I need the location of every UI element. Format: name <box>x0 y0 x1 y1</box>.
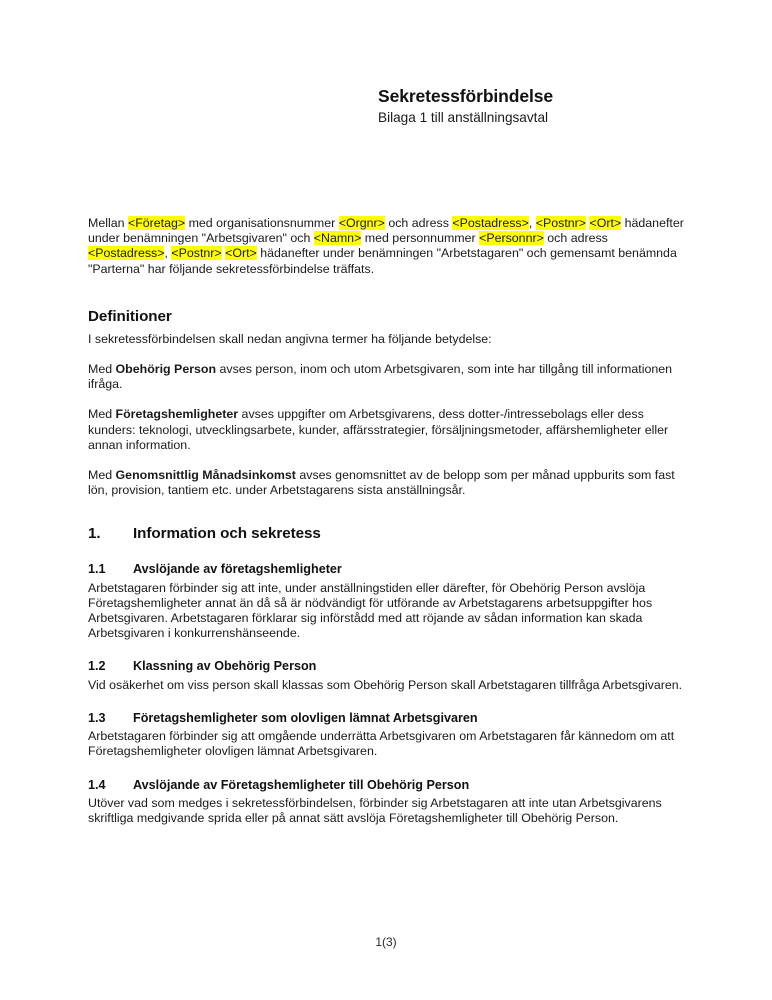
definition-genomsnittlig-manadsinkomst <box>88 468 688 498</box>
spacer <box>88 693 688 710</box>
definition-term: Företagshemligheter <box>115 407 239 422</box>
placeholder-postadress-1[interactable]: <Postadress> <box>452 216 529 230</box>
subsection-body-1-2: Vid osäkerhet om viss person skall klassas som Obehörig Person skall Arbetstagaren tillfråga Arbetsgivaren. <box>88 677 683 692</box>
heading-subsection-1-4 <box>88 777 688 793</box>
page-subtitle: Bilaga 1 till anställningsavtal <box>378 110 549 126</box>
spacer <box>88 392 688 407</box>
placeholder-ort-2[interactable]: <Ort> <box>225 246 257 261</box>
definition-body: avses person, inom och utom Arbetsgivaren, som inte har tillgång till informationen ifråga. <box>88 362 673 392</box>
subsection-title: Avslöjande av företagshemligheter <box>133 562 342 577</box>
definition-prefix: Med <box>88 468 116 483</box>
subsection-body-1-3: Arbetstagaren förbinder sig att omgående underrätta Arbetsgivaren om Arbetstagaren får kännedom om att Företagshemligheter olovligen lämnat Arbetsgivaren. <box>88 729 675 759</box>
definition-body: avses genomsnittet av de belopp som per månad uppburits som fast lön, provision, tantiem etc. under Arbetstagarens sista anställningsår. <box>88 468 675 498</box>
placeholder-namn[interactable]: <Namn> <box>313 231 362 246</box>
subsection-body-1-1: Arbetstagaren förbinder sig att inte, under anställningstiden eller därefter, för Obehörig Person avslöja Företagshemligheter annat än då så är nödvändigt för utförande av Arbetstagarens arbetsuppgifter hos Arbetsgivaren. Arbetstagaren förklarar sig införstådd med att röjande av sådan information kan skada Arbetsgivaren i konkurrenshänseende. <box>88 580 653 641</box>
subsection-body-1-4: Utöver vad som medges i sekretessförbindelsen, förbinder sig Arbetstagaren att inte utan Arbetsgivarens skriftliga medgivande sprida eller på annat sätt avslöja Företagshemligheter till Obehörig Person. <box>88 796 662 826</box>
intro-text-1: Mellan <box>88 216 128 230</box>
spacer <box>88 544 688 561</box>
spacer <box>88 347 688 362</box>
definition-term: Obehörig Person <box>115 362 217 377</box>
section-title: Information och sekretess <box>133 525 321 543</box>
intro-text-2: med organisationsnummer <box>185 216 339 230</box>
document-title-block <box>378 86 708 127</box>
document-body <box>88 216 688 826</box>
definition-term: Genomsnittlig Månadsinkomst <box>115 468 296 483</box>
intro-text-4: , <box>528 216 536 230</box>
subsection-title: Företagshemligheter som olovligen lämnat Arbetsgivaren <box>133 710 478 725</box>
intro-text-9: , <box>164 246 172 261</box>
spacer <box>88 277 688 307</box>
definition-obehorig-person <box>88 362 688 392</box>
subsection-number: 1.2 <box>88 659 106 674</box>
heading-subsection-1-3 <box>88 710 688 726</box>
placeholder-postnr-1[interactable]: <Postnr> <box>535 216 587 230</box>
subsection-number: 1.4 <box>88 777 106 792</box>
definition-prefix: Med <box>88 362 116 377</box>
intro-text-6: hädanefter under benämningen "Arbetsgivaren" och <box>88 216 684 246</box>
subsection-number: 1.3 <box>88 710 106 725</box>
page-number: 1(3) <box>375 935 397 949</box>
spacer <box>88 641 688 658</box>
intro-paragraph <box>88 216 688 277</box>
heading-section-1 <box>88 524 688 544</box>
section-number: 1. <box>88 525 101 543</box>
placeholder-orgnr[interactable]: <Orgnr> <box>338 216 385 230</box>
placeholder-ort-1[interactable]: <Ort> <box>589 216 622 230</box>
intro-text-11: hädanefter under benämningen "Arbetstagaren" och gemensamt benämnda "Parterna" har följande sekretessförbindelse träffats. <box>88 246 677 276</box>
intro-text-7: med personnummer <box>361 231 480 246</box>
spacer <box>88 498 688 524</box>
intro-text-8: och adress <box>543 231 608 246</box>
placeholder-foretag[interactable]: <Företag> <box>127 216 186 230</box>
heading-subsection-1-2 <box>88 658 688 674</box>
placeholder-postadress-2[interactable]: <Postadress> <box>88 246 165 261</box>
placeholder-postnr-2[interactable]: <Postnr> <box>171 246 222 261</box>
page-footer <box>0 935 772 949</box>
subsection-title: Avslöjande av Företagshemligheter till Obehörig Person <box>133 777 470 792</box>
definitioner-lead: I sekretessförbindelsen skall nedan angivna termer ha följande betydelse: <box>88 331 492 346</box>
page-title: Sekretessförbindelse <box>378 86 554 106</box>
definition-foretagshemligheter <box>88 407 688 453</box>
placeholder-personnr[interactable]: <Personnr> <box>479 231 544 246</box>
spacer <box>88 760 688 777</box>
definition-body: avses uppgifter om Arbetsgivarens, dess dotter-/intressebolags eller dess kunders: teknologi, utvecklingsarbete, kunder, affärsstrategier, försäljningsmetoder, affärshemligheter eller annan information. <box>88 407 669 452</box>
intro-text-3: och adress <box>384 216 453 230</box>
spacer <box>88 453 688 468</box>
definition-prefix: Med <box>88 407 116 422</box>
subsection-number: 1.1 <box>88 562 106 577</box>
subsection-title: Klassning av Obehörig Person <box>133 659 317 674</box>
heading-subsection-1-1 <box>88 561 688 577</box>
heading-definitioner: Definitioner <box>88 307 172 325</box>
